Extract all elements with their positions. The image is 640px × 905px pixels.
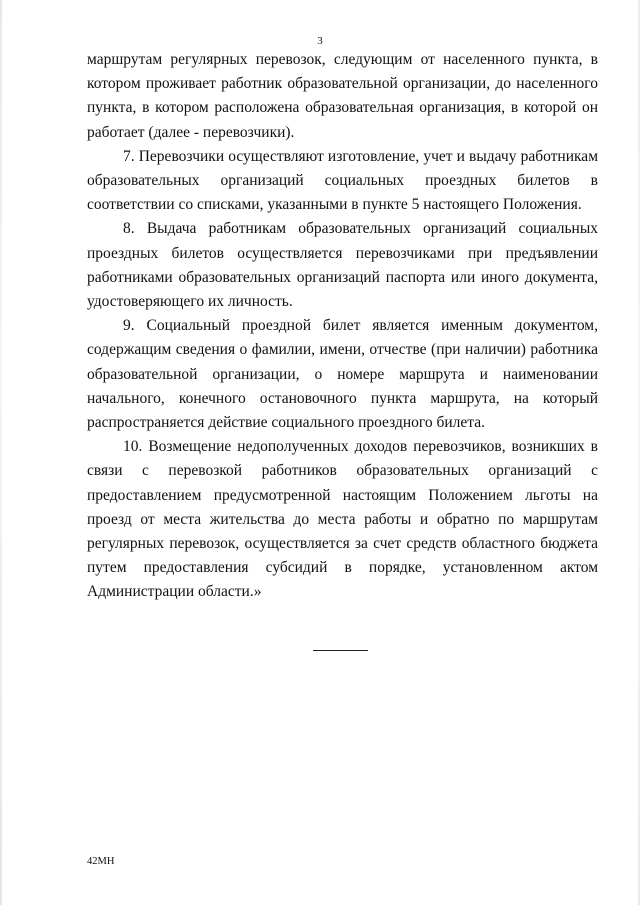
footer-document-code: 42МН <box>87 856 115 867</box>
paragraph-8: 8. Выдача работникам образовательных организаций социальных проездных билетов осуществляется перевозчиками при предъявлении работниками образовательных организаций паспорта или иного документа, удостоверяющего их личность. <box>87 220 598 311</box>
paragraph-continuation: маршрутам регулярных перевозок, следующим от населенного пункта, в котором проживает работник образовательной организации, до населенного пункта, в котором расположена образовательная организация, в которой он работает (далее - перевозчики). <box>87 51 598 141</box>
paragraph-7: 7. Перевозчики осуществляют изготовление, учет и выдачу работникам образовательных организаций социальных проездных билетов в соответствии со списками, указанными в пункте 5 настоящего Положения. <box>87 147 598 214</box>
paragraph-10: 10. Возмещение недополученных доходов перевозчиков, возникших в связи с перевозкой работников образовательных организаций с предоставлением предусмотренной настоящим Положением льготы на проезд от места жительства до места работы и обратно по маршрутам регулярных перевозок, осуществляется за счет средств областного бюджета путем предоставления субсидий в порядке, установленном актом Администрации области.» <box>87 438 598 601</box>
paragraph-9: 9. Социальный проездной билет является именным документом, содержащим сведения о фамилии, имени, отчестве (при наличии) работника образовательной организации, о номере маршрута и наименовании начального, конечного остановочного пункта маршрута, на который распространяется действие социального проездного билета. <box>87 317 598 432</box>
page-number: 3 <box>317 35 323 47</box>
end-separator-line <box>313 650 368 651</box>
scan-edge-left <box>0 0 2 905</box>
document-body <box>87 48 598 605</box>
